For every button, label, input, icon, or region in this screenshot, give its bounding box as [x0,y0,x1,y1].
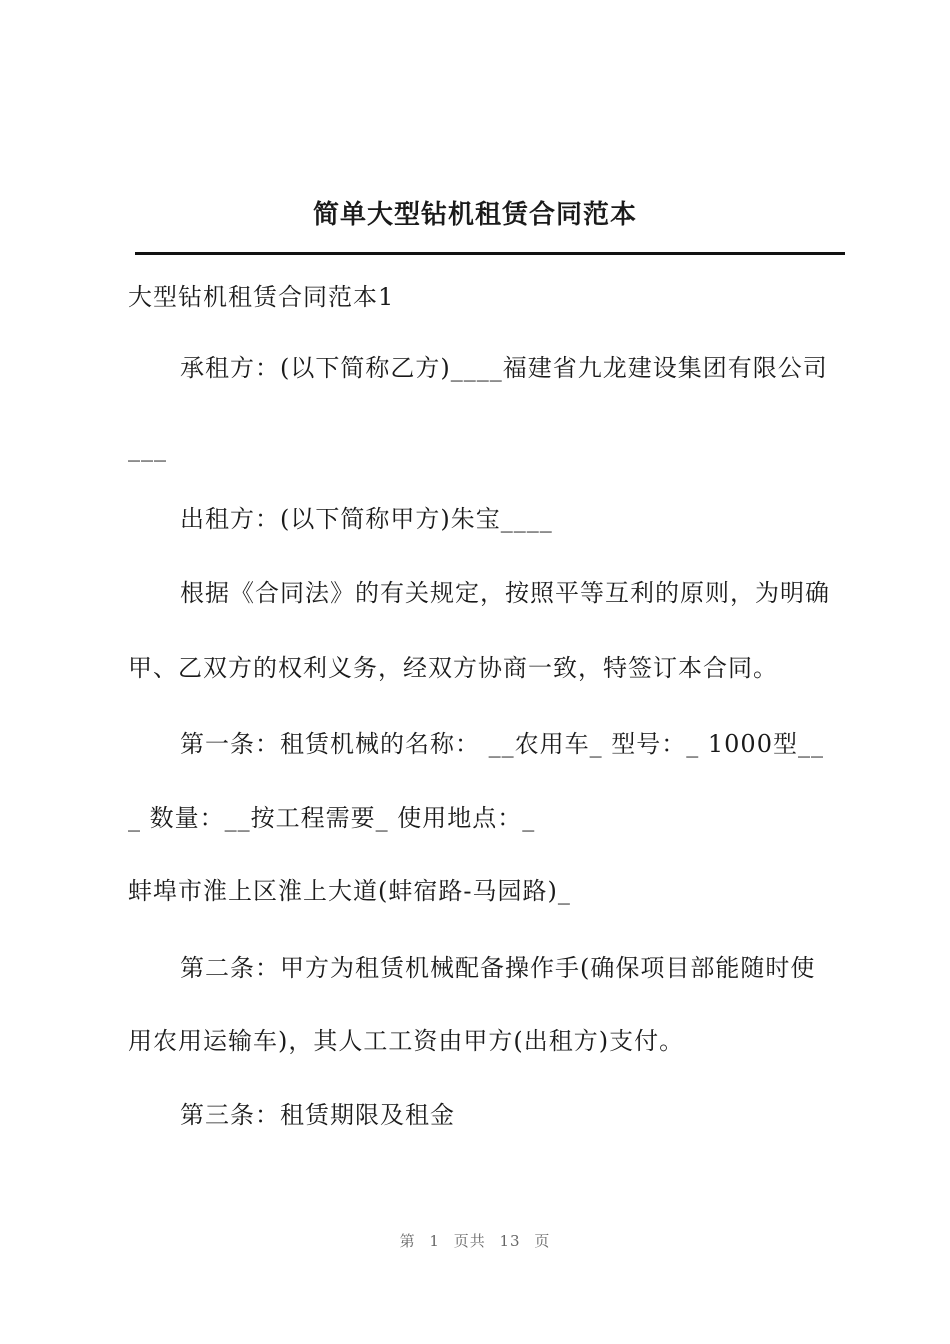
page-label-mid: 页共 [453,1232,486,1250]
document-title: 简单大型钻机租赁合同范本 [312,200,637,230]
title-divider [135,252,845,255]
lessee-line-2: ___ [128,434,167,462]
section-heading: 大型钻机租赁合同范本1 [128,283,395,311]
article-1-line-1: 第一条：租赁机械的名称： __农用车_ 型号：_ 1000型__ [180,730,824,758]
lessor-line: 出租方：(以下简称甲方)朱宝____ [180,505,553,533]
lessee-line-1: 承租方：(以下简称乙方)____福建省九龙建设集团有限公司 [180,354,828,382]
page-number: 1 [429,1232,440,1250]
article-1-line-3: 蚌埠市淮上区淮上大道(蚌宿路-马园路)_ [128,877,571,905]
article-3-line-1: 第三条：租赁期限及租金 [180,1101,455,1129]
article-2-line-1: 第二条：甲方为租赁机械配备操作手(确保项目部能随时使 [180,954,816,982]
page-footer [0,1230,950,1251]
article-2-line-2: 用农用运输车)，其人工工资由甲方(出租方)支付。 [128,1027,685,1055]
page-label-prefix: 第 [399,1232,416,1250]
total-pages: 13 [499,1232,521,1250]
preamble-line-2: 甲、乙双方的权利义务，经双方协商一致，特签订本合同。 [128,654,778,682]
page-label-suffix: 页 [534,1232,551,1250]
article-1-line-2: _ 数量：__按工程需要_ 使用地点：_ [128,804,536,832]
preamble-line-1: 根据《合同法》的有关规定，按照平等互利的原则，为明确 [180,579,830,607]
